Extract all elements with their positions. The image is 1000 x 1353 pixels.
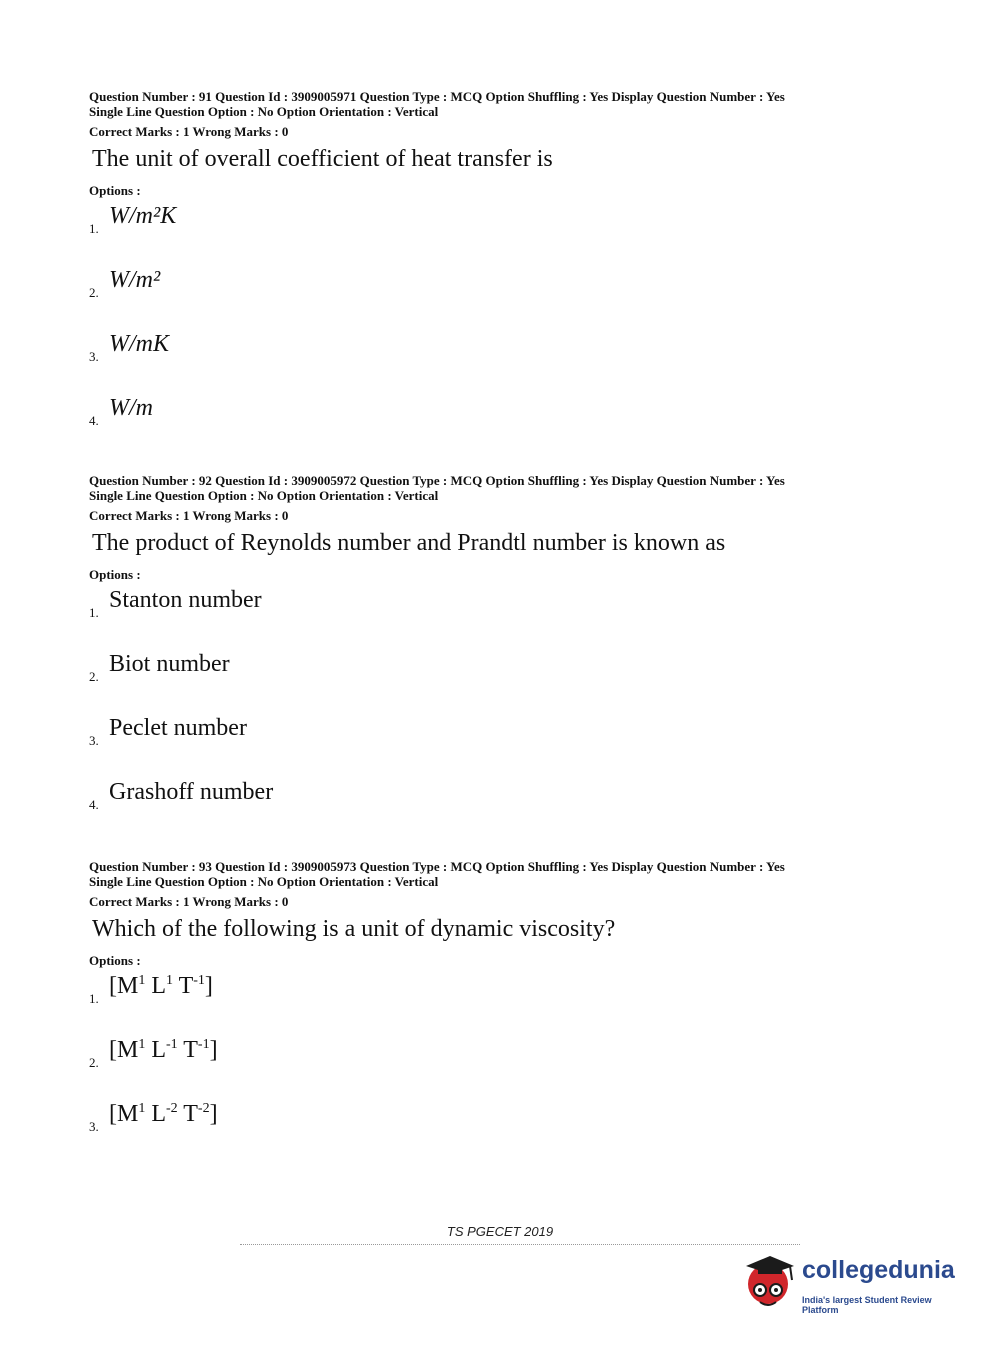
question-92 [89, 474, 929, 843]
option-text: W/m² [109, 267, 161, 293]
question-text: The unit of overall coefficient of heat transfer is [92, 146, 553, 172]
option-text: [$M^1$ $L^{-2}$ $T^{-2}$] [109, 1101, 218, 1127]
option-number: 2. [89, 669, 99, 684]
option-text: W/m [109, 395, 153, 421]
footer-divider [240, 1244, 800, 1245]
logo-tagline: India's largest Student Review Platform [802, 1295, 932, 1315]
option-number: 3. [89, 733, 99, 748]
page-footer: TS PGECET 2019 [446, 1224, 554, 1239]
option-number: 2. [89, 285, 99, 300]
question-93 [89, 860, 929, 1165]
question-meta-line2: Single Line Question Option : No Option Orientation : Vertical [89, 873, 439, 889]
option-4 [89, 395, 929, 459]
option-1 [89, 203, 929, 267]
option-2 [89, 267, 929, 331]
option-2 [89, 1037, 929, 1101]
question-marks: Correct Marks : 1 Wrong Marks : 0 [89, 508, 289, 523]
option-1 [89, 587, 929, 651]
question-meta-line1: Question Number : 92 Question Id : 3909005972 Question Type : MCQ Option Shuffling : Yes Display Question Number : Yes [89, 473, 785, 488]
option-text: W/m²K [109, 203, 177, 229]
question-meta-line1: Question Number : 91 Question Id : 3909005971 Question Type : MCQ Option Shuffling : Yes Display Question Number : Yes [89, 89, 785, 104]
option-3 [89, 1101, 929, 1165]
options-label: Options : [89, 183, 141, 198]
option-text: [$M^1$ $L^1$ $T^{-1}$] [109, 973, 213, 999]
option-number: 1. [89, 221, 99, 236]
option-number: 2. [89, 1055, 99, 1070]
option-text: Stanton number [109, 587, 262, 613]
option-number: 3. [89, 349, 99, 364]
option-number: 1. [89, 991, 99, 1006]
question-marks: Correct Marks : 1 Wrong Marks : 0 [89, 894, 289, 909]
question-meta-line2: Single Line Question Option : No Option Orientation : Vertical [89, 487, 439, 503]
logo-wordmark: collegedunia [802, 1256, 955, 1284]
question-meta-line2: Single Line Question Option : No Option Orientation : Vertical [89, 103, 439, 119]
option-3 [89, 715, 929, 779]
option-number: 4. [89, 797, 99, 812]
option-1 [89, 973, 929, 1037]
question-91 [89, 90, 929, 459]
options-label: Options : [89, 567, 141, 582]
option-text: [$M^1$ $L^{-1}$ $T^{-1}$] [109, 1037, 218, 1063]
option-number: 1. [89, 605, 99, 620]
option-3 [89, 331, 929, 395]
option-text: W/mK [109, 331, 169, 357]
option-text: Grashoff number [109, 779, 274, 805]
question-marks: Correct Marks : 1 Wrong Marks : 0 [89, 124, 289, 139]
option-number: 3. [89, 1119, 99, 1134]
question-meta-line1: Question Number : 93 Question Id : 3909005973 Question Type : MCQ Option Shuffling : Yes Display Question Number : Yes [89, 859, 785, 874]
option-text: Peclet number [109, 715, 247, 741]
question-text: Which of the following is a unit of dynamic viscosity? [92, 916, 616, 942]
option-4 [89, 779, 929, 843]
collegedunia-logo [740, 1248, 970, 1318]
question-text: The product of Reynolds number and Prandtl number is known as [92, 530, 726, 556]
option-2 [89, 651, 929, 715]
mascot-icon [740, 1248, 800, 1318]
options-label: Options : [89, 953, 141, 968]
option-number: 4. [89, 413, 99, 428]
option-text: Biot number [109, 651, 230, 677]
